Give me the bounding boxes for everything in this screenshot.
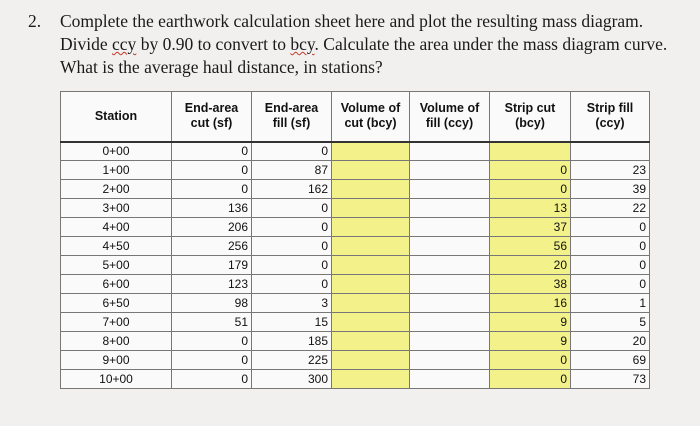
strip-cut-cell: 0 [490,351,571,370]
station-cell: 5+00 [61,256,172,275]
header-strip-fill [571,92,650,142]
strip-fill-cell: 22 [571,199,650,218]
volume-cut-cell[interactable] [332,313,410,332]
volume-fill-cell[interactable] [410,199,490,218]
strip-cut-cell: 9 [490,332,571,351]
header-line-1: Volume of [340,101,401,116]
header-line-2: (bcy) [515,116,545,131]
volume-cut-cell[interactable] [332,275,410,294]
station-cell: 0+00 [61,142,172,161]
question-number: 2. [28,11,42,31]
table-row [61,142,650,161]
header-line-1: Strip fill [586,101,634,116]
table-row [61,218,650,237]
volume-fill-cell[interactable] [410,237,490,256]
volume-fill-cell[interactable] [410,161,490,180]
station-cell: 7+00 [61,313,172,332]
strip-fill-cell: 0 [571,218,650,237]
header-volume-fill [410,92,490,142]
station-cell: 8+00 [61,332,172,351]
strip-fill-cell: 69 [571,351,650,370]
strip-cut-cell: 0 [490,180,571,199]
header-line-1: Strip cut [504,101,556,116]
table-row [61,351,650,370]
end-area-fill-cell: 185 [252,332,332,351]
strip-cut-cell: 0 [490,370,571,389]
question-text [28,10,693,79]
volume-fill-cell[interactable] [410,294,490,313]
strip-fill-cell: 20 [571,332,650,351]
table-body [61,142,650,389]
table-header-row [61,92,650,142]
volume-cut-cell[interactable] [332,370,410,389]
end-area-fill-cell: 300 [252,370,332,389]
strip-cut-cell: 56 [490,237,571,256]
station-cell: 4+50 [61,237,172,256]
end-area-fill-cell: 0 [252,199,332,218]
table-row [61,275,650,294]
volume-cut-cell[interactable] [332,218,410,237]
end-area-fill-cell: 3 [252,294,332,313]
station-cell: 6+00 [61,275,172,294]
station-cell: 6+50 [61,294,172,313]
end-area-cut-cell: 0 [172,180,252,199]
end-area-fill-cell: 0 [252,237,332,256]
volume-fill-cell[interactable] [410,218,490,237]
question-line-1-text: Complete the earthwork calculation sheet here and plot the resulting mass diagram. [60,11,644,31]
end-area-fill-cell: 162 [252,180,332,199]
strip-cut-cell: 13 [490,199,571,218]
strip-cut-cell: 16 [490,294,571,313]
end-area-cut-cell: 0 [172,370,252,389]
end-area-cut-cell: 206 [172,218,252,237]
volume-fill-cell[interactable] [410,313,490,332]
end-area-cut-cell: 0 [172,351,252,370]
strip-cut-cell: 37 [490,218,571,237]
header-line-2: (ccy) [595,116,625,131]
volume-cut-cell[interactable] [332,351,410,370]
table-row [61,332,650,351]
header-line-2: cut (bcy) [344,116,397,131]
line2-post: . Calculate the area under the mass diagram curve. [314,34,668,54]
header-end-area-cut [172,92,252,142]
end-area-fill-cell: 0 [252,142,332,161]
station-cell: 3+00 [61,199,172,218]
end-area-cut-cell: 179 [172,256,252,275]
header-line-1: Station [94,108,138,123]
header-line-2: fill (ccy) [425,116,474,131]
strip-fill-cell: 1 [571,294,650,313]
header-volume-cut [332,92,410,142]
line2-pre: Divide [60,34,113,54]
end-area-cut-cell: 51 [172,313,252,332]
strip-cut-cell: 9 [490,313,571,332]
volume-fill-cell[interactable] [410,275,490,294]
station-cell: 1+00 [61,161,172,180]
earthwork-table [60,91,650,389]
strip-fill-cell: 73 [571,370,650,389]
end-area-cut-cell: 136 [172,199,252,218]
volume-cut-cell[interactable] [332,180,410,199]
station-cell: 10+00 [61,370,172,389]
station-cell: 9+00 [61,351,172,370]
volume-cut-cell[interactable] [332,237,410,256]
strip-fill-cell [571,142,650,161]
station-cell: 2+00 [61,180,172,199]
question-line-3: What is the average haul distance, in stations? [60,57,383,77]
strip-cut-cell [490,142,571,161]
header-station [61,92,172,142]
header-line-2: cut (sf) [190,116,233,131]
volume-fill-cell[interactable] [410,256,490,275]
header-strip-cut [490,92,571,142]
header-line-2: fill (sf) [272,116,311,131]
volume-fill-cell[interactable] [410,332,490,351]
table-row [61,313,650,332]
end-area-fill-cell: 87 [252,161,332,180]
volume-cut-cell[interactable] [332,199,410,218]
end-area-fill-cell: 225 [252,351,332,370]
end-area-cut-cell: 98 [172,294,252,313]
table-row [61,199,650,218]
end-area-cut-cell: 0 [172,332,252,351]
end-area-cut-cell: 0 [172,142,252,161]
strip-cut-cell: 0 [490,161,571,180]
strip-fill-cell: 23 [571,161,650,180]
strip-fill-cell: 0 [571,237,650,256]
end-area-fill-cell: 15 [252,313,332,332]
line2-mid: by 0.90 to convert to [136,34,291,54]
unit-bcy: bcy [290,34,315,54]
station-cell: 4+00 [61,218,172,237]
volume-cut-cell[interactable] [332,161,410,180]
volume-fill-cell[interactable] [410,180,490,199]
table-row [61,370,650,389]
strip-cut-cell: 20 [490,256,571,275]
table-row [61,161,650,180]
table-row [61,294,650,313]
unit-ccy: ccy [112,34,137,54]
strip-fill-cell: 5 [571,313,650,332]
strip-fill-cell: 0 [571,256,650,275]
header-line-1: End-area [184,101,239,116]
question-line-2 [28,33,693,56]
volume-fill-cell[interactable] [410,370,490,389]
strip-cut-cell: 38 [490,275,571,294]
end-area-fill-cell: 0 [252,275,332,294]
end-area-fill-cell: 0 [252,218,332,237]
end-area-cut-cell: 0 [172,161,252,180]
end-area-cut-cell: 256 [172,237,252,256]
volume-fill-cell[interactable] [410,351,490,370]
end-area-fill-cell: 0 [252,256,332,275]
table-row [61,256,650,275]
header-line-1: Volume of [419,101,480,116]
table-row [61,180,650,199]
strip-fill-cell: 39 [571,180,650,199]
volume-cut-cell[interactable] [332,142,410,161]
end-area-cut-cell: 123 [172,275,252,294]
header-line-1: End-area [264,101,319,116]
volume-fill-cell[interactable] [410,142,490,161]
strip-fill-cell: 0 [571,275,650,294]
header-end-area-fill [252,92,332,142]
volume-cut-cell[interactable] [332,332,410,351]
volume-cut-cell[interactable] [332,256,410,275]
question-line-1 [28,10,693,33]
volume-cut-cell[interactable] [332,294,410,313]
table-row [61,237,650,256]
